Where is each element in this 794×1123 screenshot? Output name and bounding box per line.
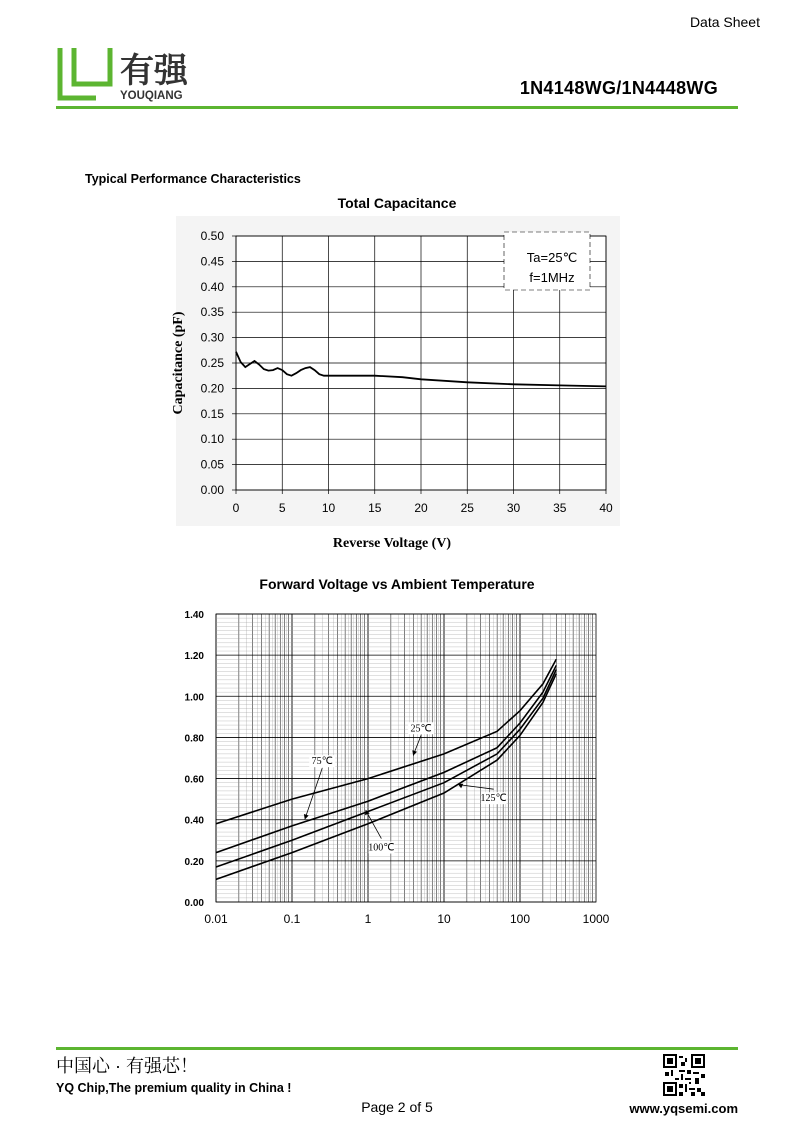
vf-y-tick-label: 1.20	[184, 651, 204, 663]
capacitance-y-tick-label: 0.35	[200, 305, 224, 320]
slogan-chinese: 中国心 · 有强芯！	[56, 1056, 198, 1076]
capacitance-chart	[160, 216, 625, 560]
vf-series-label: 75℃	[311, 756, 333, 768]
capacitance-y-tick-label: 0.05	[200, 457, 224, 472]
vf-series-label: 125℃	[480, 793, 507, 805]
capacitance-x-tick-label: 30	[506, 501, 521, 515]
vf-x-tick-label: 0.01	[204, 912, 228, 926]
vf-y-tick-label: 1.00	[184, 692, 204, 704]
capacitance-x-tick-label: 5	[278, 501, 286, 515]
vf-x-tick-label: 10	[437, 912, 451, 926]
annotation-frequency: f=1MHz	[529, 270, 575, 285]
capacitance-y-tick-label: 0.45	[200, 254, 224, 269]
vf-series-label: 100℃	[368, 842, 395, 854]
qr-code	[663, 1054, 705, 1096]
website-url: www.yqsemi.com	[629, 1101, 738, 1116]
forward-voltage-chart	[170, 603, 620, 933]
capacitance-x-tick-label: 15	[368, 501, 382, 515]
section-title: Typical Performance Characteristics	[85, 172, 301, 186]
capacitance-y-tick-label: 0.00	[200, 483, 224, 497]
vf-x-tick-label: 1000	[582, 912, 610, 926]
capacitance-y-axis-label: Capacitance (pF)	[171, 311, 186, 415]
capacitance-x-tick-label: 20	[414, 501, 428, 515]
capacitance-y-tick-label: 0.25	[200, 356, 224, 370]
youqiang-logo	[56, 44, 216, 102]
capacitance-x-tick-label: 10	[321, 501, 336, 515]
slogan-english: YQ Chip,The premium quality in China !	[56, 1081, 292, 1095]
footer-divider	[56, 1047, 738, 1050]
vf-series-label: 25℃	[410, 723, 432, 735]
vf-y-tick-label: 0.40	[184, 815, 204, 827]
brand-en-text: YOUQIANG	[120, 90, 183, 102]
annotation-temperature: Ta=25℃	[526, 250, 578, 265]
vf-x-tick-label: 1	[364, 912, 372, 926]
capacitance-x-tick-label: 25	[460, 501, 474, 515]
brand-cn-text: 有强	[120, 52, 188, 90]
header-divider	[56, 106, 738, 109]
capacitance-x-tick-label: 40	[599, 501, 613, 515]
capacitance-y-tick-label: 0.40	[200, 279, 224, 294]
vf-y-tick-label: 0.20	[184, 856, 204, 868]
vf-x-tick-label: 100	[509, 912, 531, 926]
capacitance-chart-title: Total Capacitance	[337, 195, 457, 211]
vf-y-tick-label: 0.80	[184, 733, 204, 745]
capacitance-x-tick-label: 0	[232, 501, 240, 515]
document-type-label: Data Sheet	[689, 14, 760, 30]
capacitance-y-tick-label: 0.20	[200, 381, 224, 396]
part-number: 1N4148WG/1N4448WG	[519, 78, 718, 98]
vf-x-tick-label: 0.1	[283, 912, 301, 926]
page-number: Page 2 of 5	[361, 1099, 433, 1115]
vf-y-tick-label: 1.40	[184, 610, 204, 621]
capacitance-y-tick-label: 0.10	[200, 432, 224, 447]
vf-y-tick-label: 0.00	[184, 898, 204, 909]
forward-voltage-chart-title: Forward Voltage vs Ambient Temperature	[259, 576, 535, 592]
vf-y-tick-label: 0.60	[184, 774, 204, 786]
capacitance-y-tick-label: 0.15	[200, 406, 224, 421]
capacitance-x-axis-label: Reverse Voltage (V)	[332, 536, 452, 551]
capacitance-y-tick-label: 0.30	[200, 330, 224, 345]
capacitance-y-tick-label: 0.50	[200, 229, 224, 243]
capacitance-x-tick-label: 35	[553, 501, 567, 515]
